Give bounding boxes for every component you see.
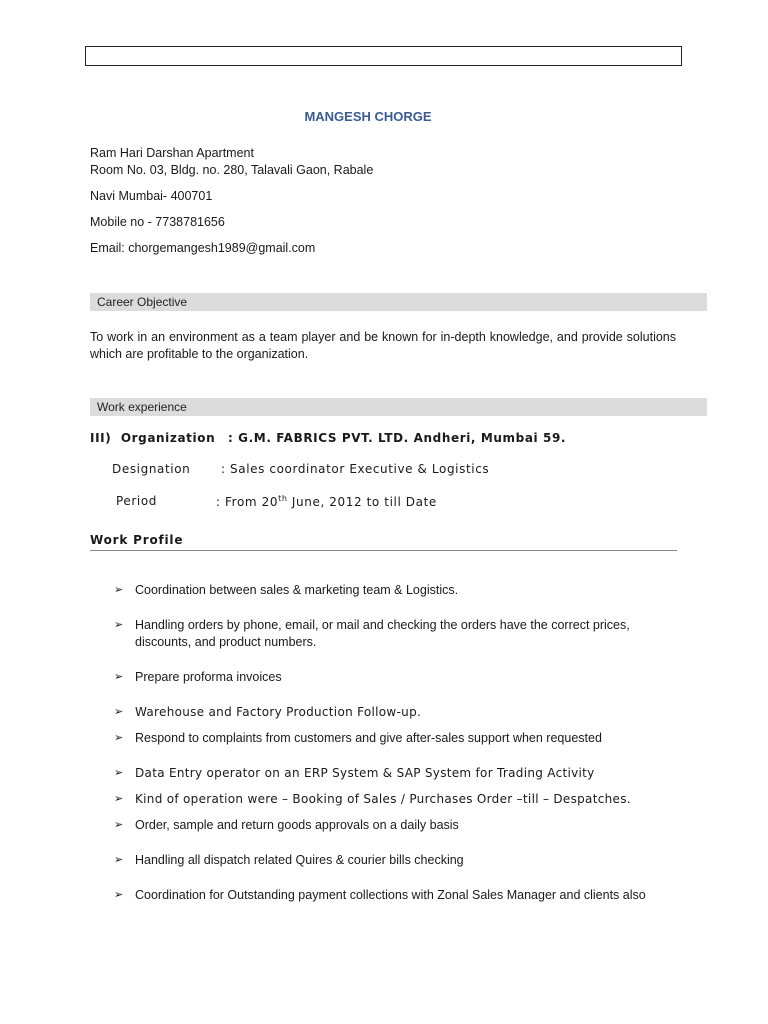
list-item: Coordination for Outstanding payment collections with Zonal Sales Manager and clients also (135, 888, 646, 902)
career-objective-text: To work in an environment as a team player and be known for in-depth knowledge, and provide solutions which are profitable to the organization. (90, 330, 676, 361)
bullet-arrow-icon: ➢ (114, 584, 124, 596)
list-item: Respond to complaints from customers and give after-sales support when requested (135, 731, 602, 745)
period-sup: th (278, 494, 288, 503)
list-item: Order, sample and return goods approvals on a daily basis (135, 818, 459, 832)
bullet-arrow-icon: ➢ (114, 889, 124, 901)
list-item: Prepare proforma invoices (135, 670, 282, 684)
bullet-arrow-icon: ➢ (114, 732, 124, 744)
address-line-1: Ram Hari Darshan Apartment (90, 146, 254, 160)
bullet-arrow-icon: ➢ (114, 854, 124, 866)
header-box (85, 46, 682, 66)
bullet-arrow-icon: ➢ (114, 619, 124, 631)
work-experience-heading: Work experience (90, 398, 707, 416)
period-value (216, 494, 437, 509)
list-item: Data Entry operator on an ERP System & SAP System for Trading Activity (135, 766, 595, 780)
period-suffix: June, 2012 to till Date (287, 495, 437, 509)
list-item: Warehouse and Factory Production Follow-up. (135, 705, 422, 719)
work-profile-heading: Work Profile (90, 533, 184, 547)
bullet-arrow-icon: ➢ (114, 706, 124, 718)
bullet-arrow-icon: ➢ (114, 819, 124, 831)
bullet-arrow-icon: ➢ (114, 671, 124, 683)
bullet-arrow-icon: ➢ (114, 767, 124, 779)
list-item: Coordination between sales & marketing team & Logistics. (135, 583, 459, 597)
organization-value: : G.M. FABRICS PVT. LTD. Andheri, Mumbai 59. (228, 431, 567, 445)
period-prefix: : From 20 (216, 495, 279, 509)
address-line-2: Room No. 03, Bldg. no. 280, Talavali Gaon, Rabale (90, 163, 374, 177)
organization-label: III) Organization (90, 431, 216, 445)
designation-label: Designation (112, 462, 191, 476)
list-item: Handling all dispatch related Quires & courier bills checking (135, 853, 464, 867)
candidate-name: MANGESH CHORGE (304, 109, 432, 124)
period-label: Period (116, 494, 158, 508)
city: Navi Mumbai- 400701 (90, 189, 213, 203)
work-profile-rule (90, 550, 677, 551)
list-item: Handling orders by phone, email, or mail and checking the orders have the correct prices, discounts, and product numbers. (135, 618, 630, 649)
bullet-arrow-icon: ➢ (114, 793, 124, 805)
career-objective-heading: Career Objective (90, 293, 707, 311)
email: Email: chorgemangesh1989@gmail.com (90, 241, 316, 255)
mobile: Mobile no - 7738781656 (90, 215, 225, 229)
designation-value: : Sales coordinator Executive & Logistics (221, 462, 490, 476)
list-item: Kind of operation were – Booking of Sales / Purchases Order –till – Despatches. (135, 792, 631, 806)
